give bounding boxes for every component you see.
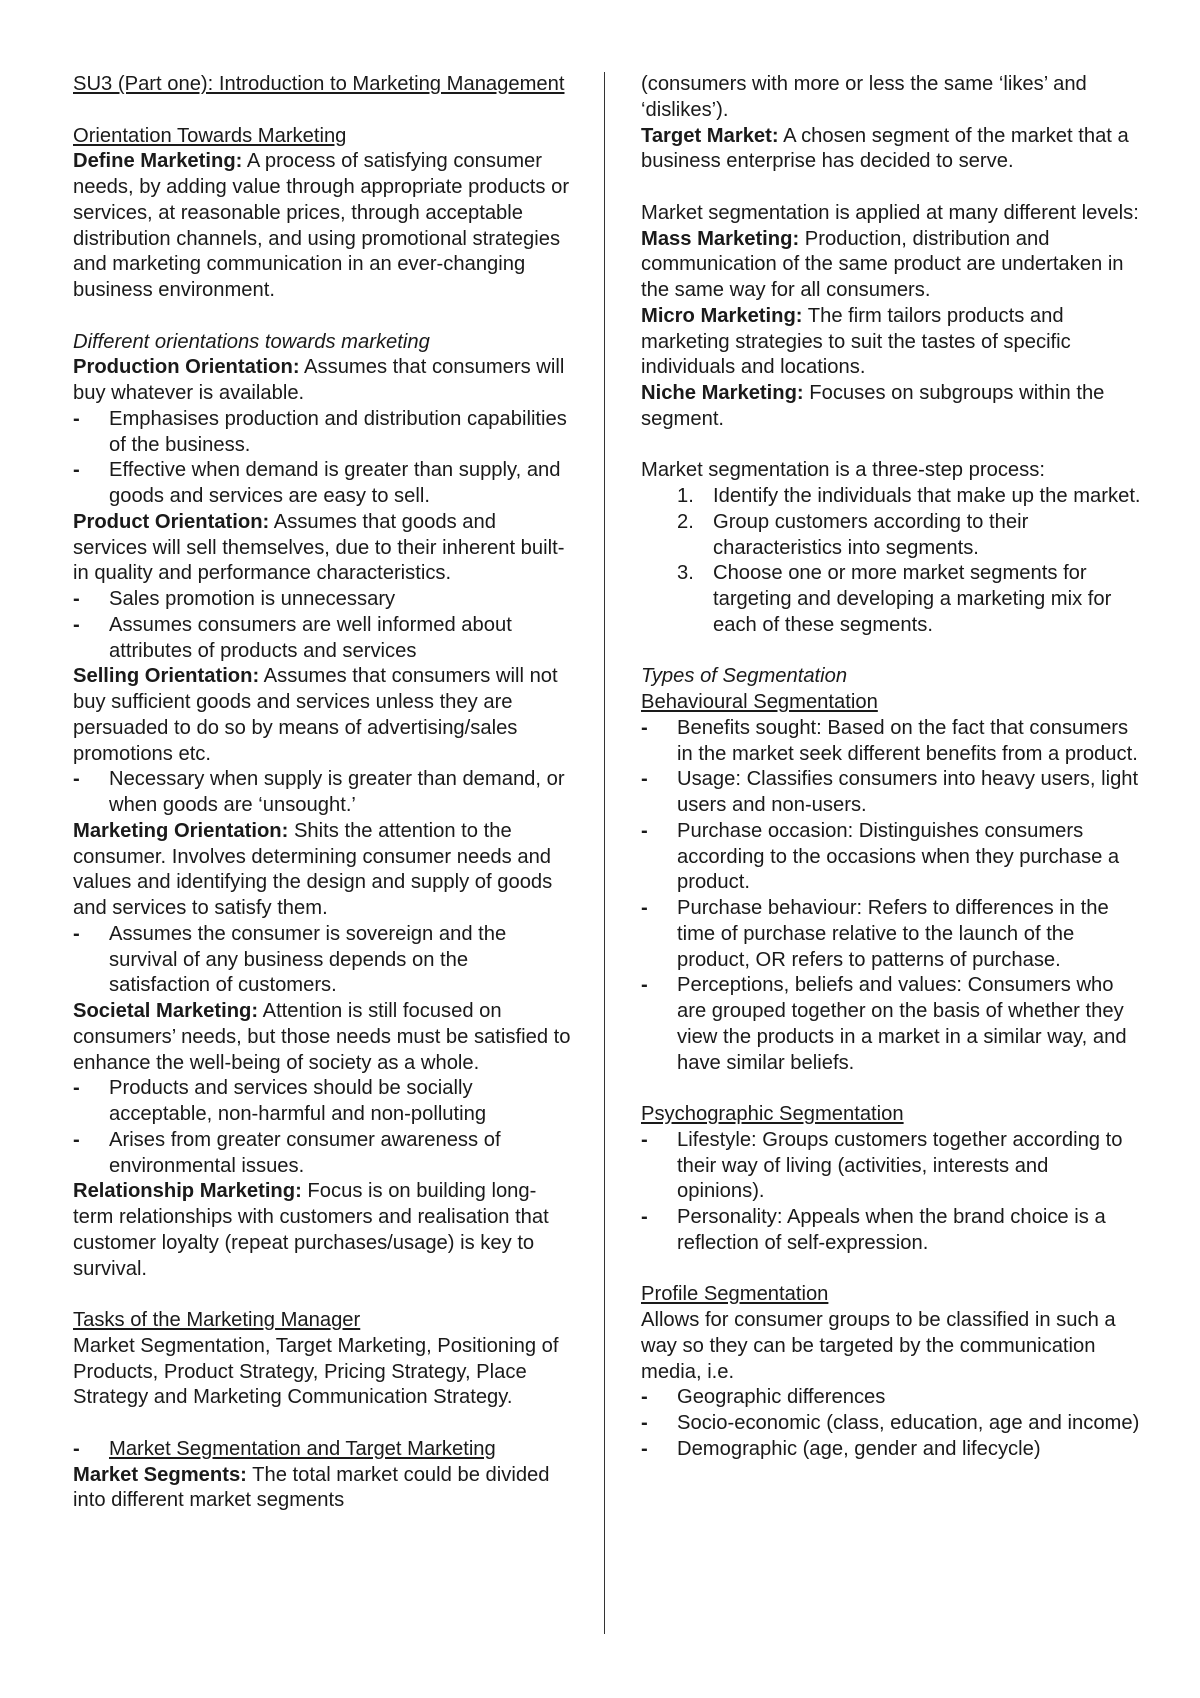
societal-marketing <box>73 999 573 1076</box>
term: Market Segments: <box>73 1463 247 1486</box>
bullet-dash: - <box>641 768 648 791</box>
numbered-step <box>641 561 1141 638</box>
bullet-text: Assumes consumers are well informed about attributes of products and services <box>109 613 512 662</box>
numbered-step <box>641 484 1141 510</box>
bullet-dash: - <box>73 588 80 610</box>
definition: The firm tailors products and marketing strategies to suit the tastes of specific individuals and locations. <box>641 304 1071 379</box>
tasks-heading: Tasks of the Marketing Manager <box>73 1309 361 1331</box>
bullet-dash: - <box>641 716 648 739</box>
bullet-dash: - <box>641 1386 648 1409</box>
market-segments <box>73 1463 573 1515</box>
behavioural-heading: Behavioural Segmentation <box>641 691 878 713</box>
bullet-dash: - <box>641 819 648 842</box>
bullet-dash: - <box>73 613 80 636</box>
bullet-text: Personality: Appeals when the brand choice is a reflection of self-expression. <box>677 1206 1106 1254</box>
seg-target-heading: Market Segmentation and Target Marketing <box>109 1437 496 1460</box>
step-text: Group customers according to their characteristics into segments. <box>713 510 1029 559</box>
definition: A chosen segment of the market that a business enterprise has decided to serve. <box>641 124 1129 173</box>
step-text: Choose one or more market segments for targeting and developing a marketing mix for each of these segments. <box>713 562 1112 636</box>
term: Societal Marketing: <box>73 1000 259 1022</box>
bullet-text: Sales promotion is unnecessary <box>109 588 396 610</box>
orientation-heading: Orientation Towards Marketing <box>73 124 347 147</box>
definition: Attention is still focused on consumers’ needs, but those needs must be satisfied to enhance the well-being of society as a whole. <box>73 1000 571 1074</box>
step-number: 1. <box>677 485 694 507</box>
bullet-item <box>641 973 1141 1076</box>
bullet-dash: - <box>641 1128 648 1151</box>
bullet-item <box>641 896 1141 973</box>
step-number: 2. <box>677 510 694 533</box>
relationship-marketing <box>73 1179 573 1282</box>
definition: The total market could be divided into different market segments <box>73 1463 550 1512</box>
bullet-item <box>641 1385 1141 1411</box>
mass-marketing <box>641 227 1141 304</box>
bullet-item <box>641 1411 1141 1437</box>
bullet-item <box>641 819 1141 896</box>
bullet-text: Assumes the consumer is sovereign and the survival of any business depends on the satisfaction of customers. <box>109 922 507 997</box>
bullet-text: Geographic differences <box>677 1386 886 1409</box>
definition: A process of satisfying consumer needs, by adding value through appropriate products or services, at reasonable prices, through acceptable distribution channels, and using promotional strategies and marketing communication in an ever-changing business environment. <box>73 150 570 301</box>
bullet-text: Emphasises production and distribution capabilities of the business. <box>109 407 567 456</box>
bullet-dash: - <box>641 974 648 997</box>
document-title: SU3 (Part one): Introduction to Marketing Management <box>73 73 565 95</box>
bullet-dash: - <box>641 1437 648 1460</box>
continuation-text: (consumers with more or less the same ‘likes’ and ‘dislikes’). <box>641 73 1087 121</box>
right-column <box>641 72 1141 1463</box>
bullet-item <box>641 716 1141 768</box>
bullet-text: Perceptions, beliefs and values: Consumers who are grouped together on the basis of whether they view the products in a market in a similar way, and have similar beliefs. <box>677 974 1127 1074</box>
product-orientation <box>73 510 573 587</box>
bullet-item <box>73 1076 573 1128</box>
bullet-item <box>73 922 573 999</box>
bullet-item <box>641 767 1141 819</box>
bullet-dash: - <box>641 1206 648 1228</box>
bullet-text: Demographic (age, gender and lifecycle) <box>677 1437 1041 1460</box>
tasks-text: Market Segmentation, Target Marketing, Positioning of Products, Product Strategy, Pricing Strategy, Place Strategy and Marketing Communication Strategy. <box>73 1334 559 1409</box>
bullet-item <box>73 767 573 819</box>
bullet-text: Usage: Classifies consumers into heavy users, light users and non-users. <box>677 768 1139 816</box>
bullet-text: Products and services should be socially acceptable, non-harmful and non-polluting <box>109 1077 487 1125</box>
term: Marketing Orientation: <box>73 819 289 842</box>
micro-marketing <box>641 304 1141 381</box>
production-orientation <box>73 355 573 407</box>
bullet-dash: - <box>73 1128 80 1151</box>
bullet-dash: - <box>641 1412 648 1434</box>
bullet-text: Purchase occasion: Distinguishes consumers according to the occasions when they purchase a product. <box>677 819 1120 894</box>
definition: Assumes that consumers will buy whatever is available. <box>73 356 565 404</box>
term: Niche Marketing: <box>641 382 804 404</box>
bullet-text: Benefits sought: Based on the fact that consumers in the market seek different benefits from a product. <box>677 716 1138 765</box>
bullet-dash: - <box>73 922 80 945</box>
psychographic-heading: Psychographic Segmentation <box>641 1103 904 1125</box>
term: Micro Marketing: <box>641 304 803 327</box>
definition: Production, distribution and communication of the same product are undertaken in the same way for all consumers. <box>641 227 1124 301</box>
bullet-dash: - <box>73 768 80 791</box>
definition: Focuses on subgroups within the segment. <box>641 382 1105 430</box>
numbered-step <box>641 510 1141 562</box>
term: Define Marketing: <box>73 150 243 173</box>
definition: Assumes that consumers will not buy sufficient goods and services unless they are persuaded to do so by means of advertising/sales promotions etc. <box>73 665 558 765</box>
term: Production Orientation: <box>73 356 300 379</box>
column-divider <box>604 72 605 1634</box>
niche-marketing <box>641 381 1141 433</box>
bullet-item <box>641 1437 1141 1463</box>
bullet-text: Arises from greater consumer awareness of environmental issues. <box>109 1128 501 1177</box>
bullet-item <box>73 458 573 510</box>
profile-text: Allows for consumer groups to be classified in such a way so they can be targeted by the communication media, i.e. <box>641 1309 1116 1383</box>
bullet-dash: - <box>641 897 648 919</box>
bullet-text: Lifestyle: Groups customers together according to their way of living (activities, interests and opinions). <box>677 1128 1123 1203</box>
levels-intro: Market segmentation is applied at many different levels: <box>641 201 1139 224</box>
bullet-dash: - <box>73 1077 80 1100</box>
bullet-item <box>73 407 573 459</box>
bullet-text: Socio-economic (class, education, age and income) <box>677 1412 1140 1434</box>
bullet-dash: - <box>73 1437 80 1460</box>
bullet-text: Necessary when supply is greater than demand, or when goods are ‘unsought.’ <box>109 768 565 816</box>
types-heading: Types of Segmentation <box>641 665 848 688</box>
term: Product Orientation: <box>73 510 270 533</box>
bullet-item <box>73 1128 573 1180</box>
bullet-item <box>641 1205 1141 1257</box>
bullet-text: Purchase behaviour: Refers to differences in the time of purchase relative to the launch of the product, OR refers to patterns of purchase. <box>677 897 1109 971</box>
define-marketing <box>73 149 573 304</box>
different-orientations-heading: Different orientations towards marketing <box>73 330 430 353</box>
selling-orientation <box>73 664 573 767</box>
section-bullet <box>73 1437 573 1463</box>
process-intro: Market segmentation is a three-step process: <box>641 459 1045 482</box>
left-column <box>73 72 573 1514</box>
step-number: 3. <box>677 562 694 585</box>
bullet-item <box>641 1128 1141 1205</box>
step-text: Identify the individuals that make up the market. <box>713 485 1141 507</box>
term: Relationship Marketing: <box>73 1180 302 1203</box>
term: Selling Orientation: <box>73 665 260 688</box>
definition: Shits the attention to the consumer. Involves determining consumer needs and values and identifying the design and supply of goods and services to satisfy them. <box>73 819 553 919</box>
bullet-text: Effective when demand is greater than supply, and goods and services are easy to sell. <box>109 459 561 507</box>
marketing-orientation <box>73 819 573 922</box>
term: Target Market: <box>641 124 779 147</box>
bullet-item <box>73 613 573 665</box>
target-market <box>641 124 1141 176</box>
definition: Focus is on building long-term relationships with customers and realisation that customer loyalty (repeat purchases/usage) is key to survival. <box>73 1180 549 1280</box>
bullet-item <box>73 587 573 613</box>
bullet-dash: - <box>73 459 80 482</box>
definition: Assumes that goods and services will sell themselves, due to their inherent built-in quality and performance characteristics. <box>73 510 565 585</box>
bullet-dash: - <box>73 407 80 430</box>
profile-heading: Profile Segmentation <box>641 1283 829 1306</box>
term: Mass Marketing: <box>641 227 800 250</box>
